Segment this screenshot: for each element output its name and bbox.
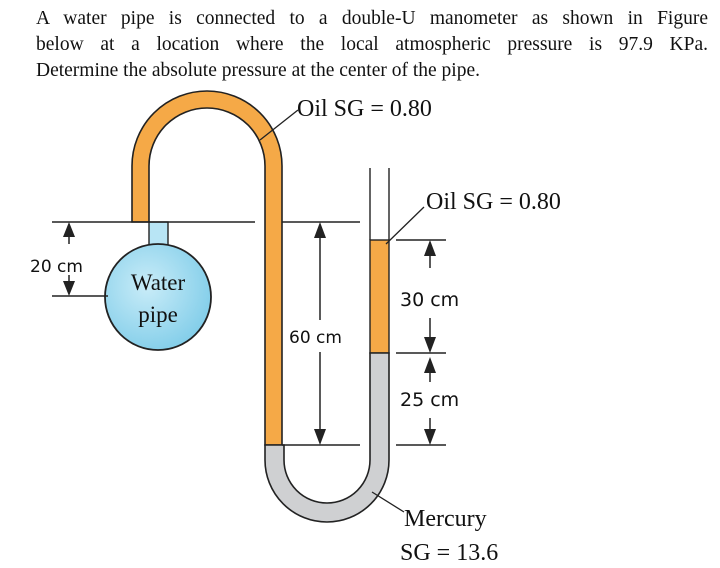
mercury-sg-label: SG = 13.6 <box>400 540 499 566</box>
oil-top-label: Oil SG = 0.80 <box>297 96 432 122</box>
mercury-label: Mercury <box>404 506 487 532</box>
water-label-line1: Water <box>130 270 186 295</box>
oil-column-right <box>370 240 389 353</box>
dim-25cm-label: 25 cm <box>400 389 460 411</box>
oil-right-label: Oil SG = 0.80 <box>426 189 561 215</box>
problem-line-3: Determine the absolute pressure at the center of the pipe. <box>36 60 480 81</box>
mercury-u-bend <box>265 353 389 522</box>
problem-line-2: below at a location where the local atmospheric pressure is 97.9 KPa. <box>36 34 708 55</box>
leader-oil-right <box>386 207 424 244</box>
dim-60cm-label: 60 cm <box>289 328 342 348</box>
water-pipe-circle <box>105 244 211 350</box>
water-label-line2: pipe <box>138 302 178 327</box>
leader-mercury <box>372 492 404 512</box>
dim-20cm-label: 20 cm <box>30 257 83 277</box>
problem-line-1: A water pipe is connected to a double-U manometer as shown in Figure <box>36 8 708 29</box>
dim-30cm-label: 30 cm <box>400 289 460 311</box>
